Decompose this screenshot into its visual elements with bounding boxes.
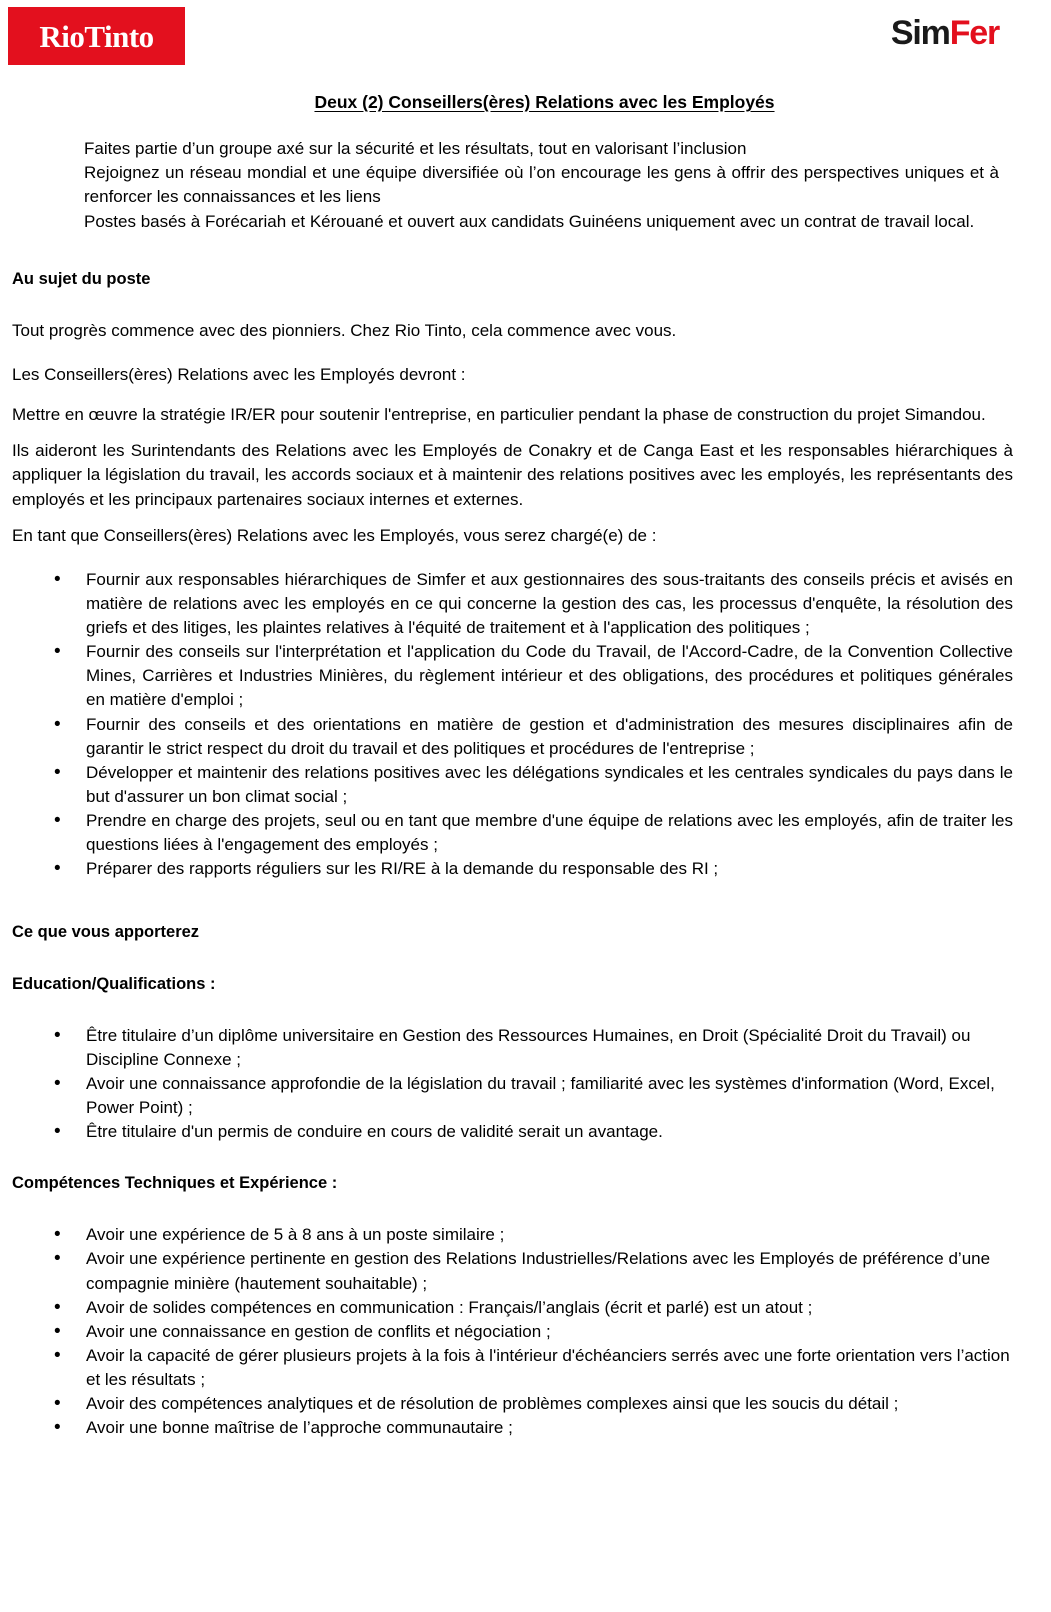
simfer-logo xyxy=(891,16,999,50)
intro-block xyxy=(0,137,1051,234)
list-item: • Avoir une connaissance en gestion de conflits et négociation ; xyxy=(12,1320,1013,1344)
list-item: • Fournir des conseils sur l'interprétation et l'application du Code du Travail, de l'Accord-Cadre, de la Convention Collective Mines, Carrières et Industries Minières, du règlement intérieur et des obligations, des procédures et politiques générales en matière d'emploi ; xyxy=(12,640,1013,712)
simfer-logo-text-fer: Fer xyxy=(949,14,999,52)
about-paragraph-3: Mettre en œuvre la stratégie IR/ER pour soutenir l'entreprise, en particulier pendant la phase de construction du projet Simandou. xyxy=(12,405,986,425)
intro-line-2: Rejoignez un réseau mondial et une équipe diversifiée où l’on encourage les gens à offrir des perspectives uniques et à renforcer les connaissances et les liens xyxy=(84,162,999,207)
list-item: • Préparer des rapports réguliers sur les RI/RE à la demande du responsable des RI ; xyxy=(12,857,1013,881)
intro-line-1: Faites partie d’un groupe axé sur la sécurité et les résultats, tout en valorisant l’inclusion xyxy=(84,138,747,158)
skills-list xyxy=(12,1223,1013,1440)
document-header xyxy=(0,0,1051,72)
list-item: • Développer et maintenir des relations positives avec les délégations syndicales et les centrales syndicales du pays dans le but d'assurer un bon climat social ; xyxy=(12,761,1013,809)
rio-tinto-logo xyxy=(8,7,185,65)
responsibilities-list xyxy=(12,568,1013,882)
list-item: • Avoir des compétences analytiques et de résolution de problèmes complexes ainsi que les soucis du détail ; xyxy=(12,1392,1013,1416)
list-item: • Avoir la capacité de gérer plusieurs projets à la fois à l'intérieur d'échéanciers serrés avec une forte orientation vers l’action et les résultats ; xyxy=(12,1344,1013,1392)
education-list xyxy=(12,1024,1013,1145)
document-content xyxy=(0,234,1051,1441)
list-item: • Avoir une connaissance approfondie de la législation du travail ; familiarité avec les systèmes d'information (Word, Excel, Power Point) ; xyxy=(12,1072,1013,1120)
section-heading-about: Au sujet du poste xyxy=(12,269,151,288)
about-paragraph-1: Tout progrès commence avec des pionniers. Chez Rio Tinto, cela commence avec vous. xyxy=(12,320,677,340)
section-heading-education: Education/Qualifications : xyxy=(12,974,216,993)
list-item: • Avoir une expérience de 5 à 8 ans à un poste similaire ; xyxy=(12,1223,1013,1247)
list-item: • Fournir aux responsables hiérarchiques de Simfer et aux gestionnaires des sous-traitants des conseils précis et avisés en matière de relations avec les employés en ce qui concerne la gestion des cas, les processus d'enquête, la résolution des griefs et des litiges, les plaintes relatives à l'équité de traitement et à l'application des politiques ; xyxy=(12,568,1013,640)
simfer-logo-text-sim: Sim xyxy=(890,14,950,52)
rio-tinto-logo-text: RioTinto xyxy=(39,18,154,54)
list-item: • Être titulaire d'un permis de conduire en cours de validité serait un avantage. xyxy=(12,1120,1013,1144)
section-heading-skills: Compétences Techniques et Expérience : xyxy=(12,1174,338,1193)
about-paragraph-2: Les Conseillers(ères) Relations avec les Employés devront : xyxy=(12,365,466,385)
list-item: • Être titulaire d’un diplôme universitaire en Gestion des Ressources Humaines, en Droit (Spécialité Droit du Travail) ou Discipline Connexe ; xyxy=(12,1024,1013,1072)
intro-line-3: Postes basés à Forécariah et Kérouané et ouvert aux candidats Guinéens uniquement avec un contrat de travail local. xyxy=(84,211,975,231)
responsibilities-intro: En tant que Conseillers(ères) Relations avec les Employés, vous serez chargé(e) de : xyxy=(12,525,657,545)
list-item: • Avoir de solides compétences en communication : Français/l’anglais (écrit et parlé) est un atout ; xyxy=(12,1296,1013,1320)
page-title-text: Deux (2) Conseillers(ères) Relations avec les Employés xyxy=(314,92,775,112)
about-paragraph-4: Ils aideront les Surintendants des Relations avec les Employés de Conakry et de Canga East et les responsables hiérarchiques à appliquer la législation du travail, les accords sociaux et à maintenir des relations positives avec les employés, les représentants des employés et les principaux partenaires sociaux internes et externes. xyxy=(12,441,1013,509)
section-heading-bring: Ce que vous apporterez xyxy=(12,923,200,942)
list-item: • Prendre en charge des projets, seul ou en tant que membre d'une équipe de relations avec les employés, afin de traiter les questions liées à l'engagement des employés ; xyxy=(12,809,1013,857)
page-title xyxy=(0,91,1051,115)
list-item: • Fournir des conseils et des orientations en matière de gestion et d'administration des mesures disciplinaires afin de garantir le strict respect du droit du travail et des politiques et procédures de l'entreprise ; xyxy=(12,713,1013,761)
list-item: • Avoir une expérience pertinente en gestion des Relations Industrielles/Relations avec les Employés de préférence d’une compagnie minière (hautement souhaitable) ; xyxy=(12,1247,1013,1295)
list-item: • Avoir une bonne maîtrise de l’approche communautaire ; xyxy=(12,1416,1013,1440)
